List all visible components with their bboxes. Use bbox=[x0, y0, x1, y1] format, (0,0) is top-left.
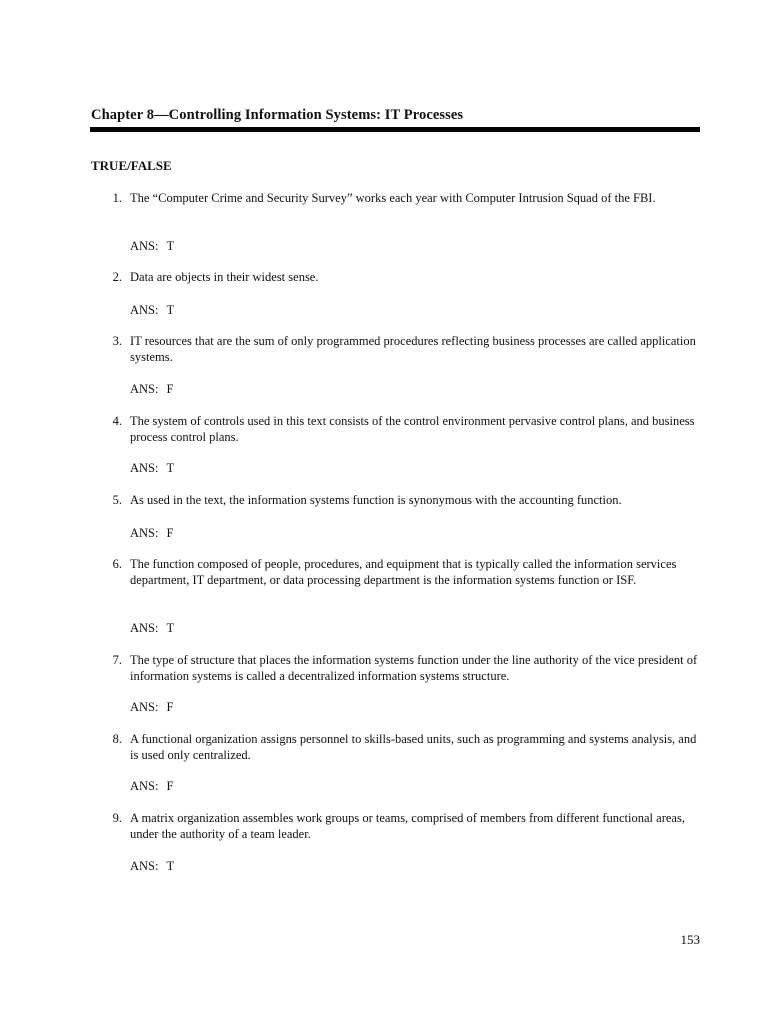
question-number: 9. bbox=[112, 811, 122, 825]
answer-value: F bbox=[166, 779, 174, 793]
answer-line bbox=[130, 858, 174, 874]
question-number: 5. bbox=[112, 493, 122, 507]
answer-label: ANS: bbox=[130, 382, 159, 396]
answer-line bbox=[130, 620, 174, 636]
answer-value: T bbox=[166, 859, 175, 873]
answer-label: ANS: bbox=[130, 779, 159, 793]
question-text: The function composed of people, procedures, and equipment that is typically called the information services department, IT department, or data processing department is the information systems function or ISF. bbox=[130, 557, 677, 587]
answer-label: ANS: bbox=[130, 700, 159, 714]
answer-label: ANS: bbox=[130, 303, 159, 317]
question-text: The system of controls used in this text consists of the control environment pervasive control plans, and business process control plans. bbox=[130, 414, 695, 444]
question-number: 2. bbox=[112, 270, 122, 284]
answer-label: ANS: bbox=[130, 239, 159, 253]
answer-line bbox=[130, 778, 173, 794]
answer-line bbox=[130, 381, 173, 397]
title-rule bbox=[90, 127, 700, 132]
chapter-title: Chapter 8—Controlling Information Systems: IT Processes bbox=[91, 107, 464, 123]
section-heading: TRUE/FALSE bbox=[91, 158, 172, 173]
answer-value: T bbox=[166, 303, 175, 317]
answer-label: ANS: bbox=[130, 461, 159, 475]
answer-label: ANS: bbox=[130, 621, 159, 635]
answer-value: T bbox=[166, 461, 175, 475]
page-number: 153 bbox=[680, 932, 700, 947]
answer-label: ANS: bbox=[130, 526, 159, 540]
question-number: 1. bbox=[112, 191, 122, 205]
question-number: 4. bbox=[112, 414, 122, 428]
answer-label: ANS: bbox=[130, 859, 159, 873]
answer-value: F bbox=[166, 382, 174, 396]
question-text: The type of structure that places the information systems function under the line authority of the vice president of information systems is called a decentralized information systems structure. bbox=[130, 653, 698, 683]
question-text: As used in the text, the information systems function is synonymous with the accounting function. bbox=[130, 493, 622, 507]
question-number: 6. bbox=[112, 557, 122, 571]
answer-value: F bbox=[166, 700, 174, 714]
question-number: 8. bbox=[112, 732, 122, 746]
answer-line bbox=[130, 238, 174, 254]
question-number: 3. bbox=[112, 334, 122, 348]
question-text: IT resources that are the sum of only programmed procedures reflecting business processes are called application systems. bbox=[130, 334, 696, 364]
question-text: Data are objects in their widest sense. bbox=[130, 270, 319, 284]
question-number: 7. bbox=[112, 653, 122, 667]
answer-line bbox=[130, 460, 174, 476]
question-text: A matrix organization assembles work groups or teams, comprised of members from different functional areas, under the authority of a team leader. bbox=[130, 811, 685, 841]
question-text: A functional organization assigns personnel to skills-based units, such as programming and systems analysis, and is used only centralized. bbox=[130, 732, 697, 762]
answer-line bbox=[130, 302, 174, 318]
answer-value: T bbox=[166, 239, 175, 253]
answer-value: F bbox=[166, 526, 174, 540]
answer-line bbox=[130, 525, 173, 541]
question-text: The “Computer Crime and Security Survey” works each year with Computer Intrusion Squad of the FBI. bbox=[130, 191, 656, 205]
answer-value: T bbox=[166, 621, 175, 635]
answer-line bbox=[130, 699, 173, 715]
